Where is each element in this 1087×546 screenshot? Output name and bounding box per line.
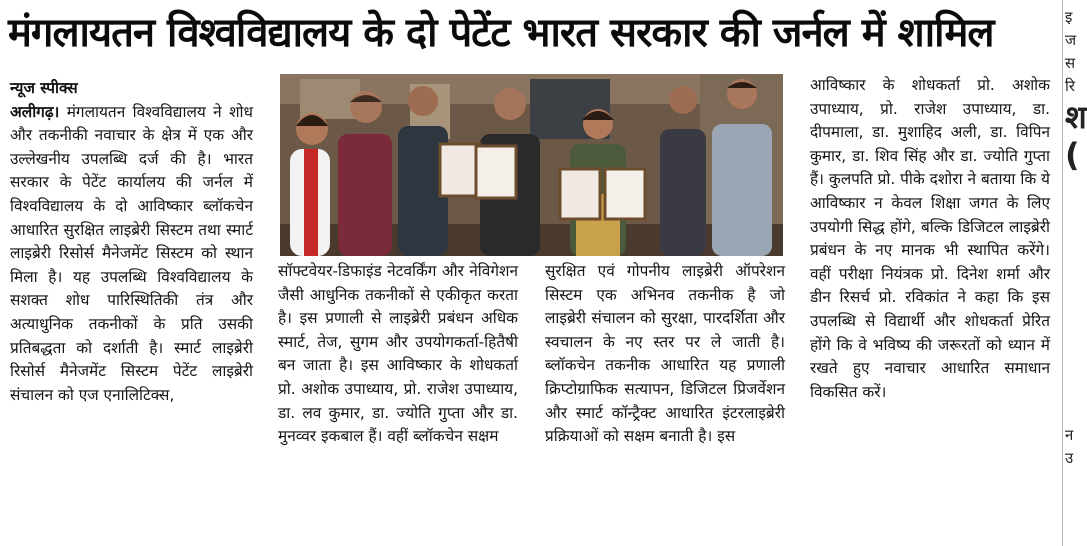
group-photo-illustration — [280, 74, 783, 256]
column-1-text: मंगलायतन विश्वविद्यालय ने शोध और तकनीकी नवाचार के क्षेत्र में एक और उल्लेखनीय उपलब्धि दर्ज की है। भारत सरकार के पेटेंट कार्यालय की जर्नल में विश्वविद्यालय के दो आविष्कार ब्लॉकचेन आधारित सुरक्षित लाइब्रेरी सिस्टम तथा स्मार्ट लाइब्रेरी रिसोर्स मैनेजमेंट सिस्टम को स्थान मिला है। यह उपलब्धि विश्वविद्यालय के सशक्त शोध पारिस्थितिकी तंत्र और अत्याधुनिक तकनीकों के प्रति उसकी प्रतिबद्धता को दर्शाती है। स्मार्ट लाइब्रेरी रिसोर्स मैनेजमेंट सिस्टम पेटेंट लाइब्रेरी संचालन को एज एनालिटिक्स, — [10, 102, 253, 404]
news-photo — [280, 74, 783, 256]
headline: मंगलायतन विश्वविद्यालय के दो पेटेंट भारत सरकार की जर्नल में शामिल — [8, 10, 994, 56]
article-column-3 — [545, 260, 785, 449]
dateline: अलीगढ़। — [10, 102, 60, 121]
article-column-2 — [278, 260, 518, 449]
article-column-1 — [10, 77, 253, 407]
edge-fragment: इ — [1065, 8, 1073, 26]
edge-fragment: न — [1065, 426, 1074, 444]
edge-fragment: श — [1065, 98, 1087, 136]
column-3-text: सुरक्षित एवं गोपनीय लाइब्रेरी ऑपरेशन सिस्टम एक अभिनव तकनीक है जो लाइब्रेरी संचालन को सुरक्षा, पारदर्शिता और स्वचालन के नए स्तर पर ले जाती है। ब्लॉकचेन तकनीक आधारित यह प्रणाली क्रिप्टोग्राफिक सत्यापन, डिजिटल प्रिजर्वेशन और स्मार्ट कॉन्ट्रैक्ट आधारित इंटरलाइब्रेरी प्रक्रियाओं को सक्षम बनाती है। इस — [545, 262, 785, 446]
byline: न्यूज स्पीक्स — [10, 79, 78, 97]
column-2-text: सॉफ्टवेयर-डिफाइंड नेटवर्किंग और नेविगेशन जैसी आधुनिक तकनीकों से एकीकृत करता है। इस प्रणाली से लाइब्रेरी प्रबंधन अधिक स्मार्ट, तेज, सुगम और उपयोगकर्ता-हितैषी बन जाता है। इस आविष्कार के शोधकर्ता प्रो. अशोक उपाध्याय, प्रो. राजेश उपाध्याय, डा. लव कुमार, डा. ज्योति गुप्ता और डा. मुनव्वर इकबाल हैं। वहीं ब्लॉकचेन सक्षम — [278, 262, 518, 446]
article-column-4 — [810, 74, 1050, 404]
adjacent-article-edge — [1062, 0, 1087, 546]
edge-fragment: स — [1065, 54, 1076, 72]
edge-fragment: ( — [1065, 136, 1080, 174]
column-4-text: आविष्कार के शोधकर्ता प्रो. अशोक उपाध्याय, प्रो. राजेश उपाध्याय, डा. दीपमाला, डा. मुशाहिद अली, डा. विपिन कुमार, डा. शिव सिंह और डा. ज्योति गुप्ता हैं। कुलपति प्रो. पीके दशोरा ने बताया कि ये आविष्कार न केवल शिक्षा जगत के लिए उपयोगी सिद्ध होंगे, बल्कि डिजिटल लाइब्रेरी प्रबंधन के नए मानक भी स्थापित करेंगे। वहीं परीक्षा नियंत्रक प्रो. दिनेश शर्मा और डीन रिसर्च प्रो. रविकांत ने कहा कि इस उपलब्धि से विद्यार्थी और शोधकर्ता प्रेरित होंगे कि वे भविष्य की जरूरतों को ध्यान में रखते हुए नवाचार आधारित समाधान विकसित करें। — [810, 76, 1050, 401]
edge-fragment: उ — [1065, 449, 1074, 467]
edge-fragment: ज — [1065, 31, 1077, 49]
edge-fragment: रि — [1065, 77, 1076, 95]
